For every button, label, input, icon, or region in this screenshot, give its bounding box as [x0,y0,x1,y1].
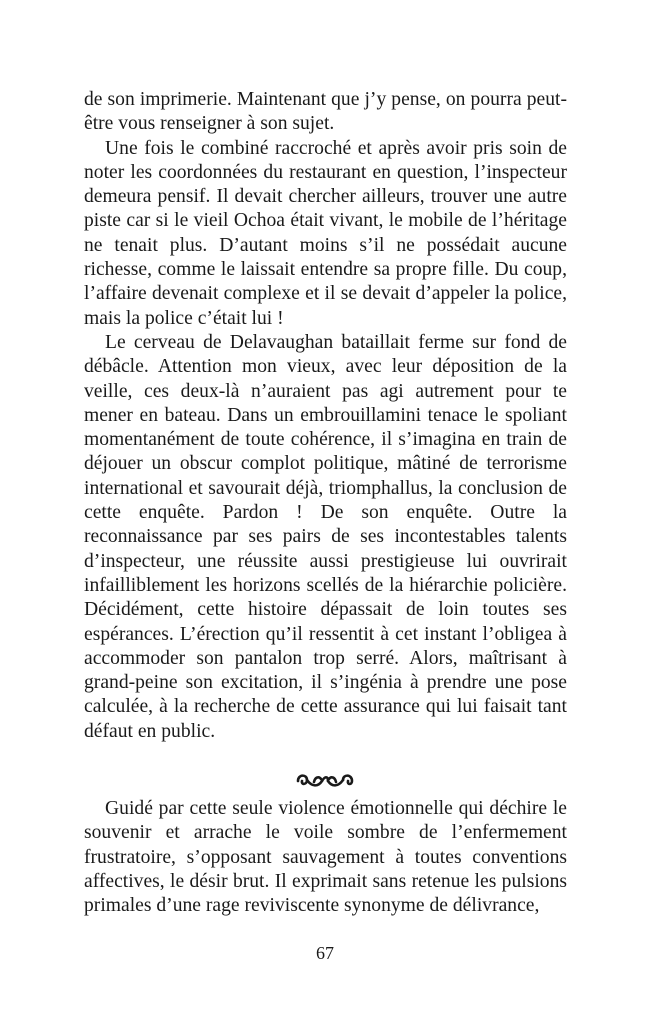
text-block-section-two [84,797,567,918]
section-divider [0,770,650,794]
paragraph: Une fois le combiné raccroché et après avoir pris soin de noter les coordonnées du restaurant en question, l’inspecteur demeura pensif. Il devait chercher ailleurs, trouver une autre piste car si le vieil Ochoa était vivant, le mobile de l’héritage ne tenait plus. D’autant moins s’il ne possédait aucune richesse, comme le laissait entendre sa propre fille. Du coup, l’affaire devenait complexe et il se devait d’appeler la police, mais la police c’était lui ! [84,137,567,329]
paragraph-continued: de son imprimerie. Maintenant que j’y pense, on pourra peut-être vous renseigner à son sujet. [84,89,567,135]
fleuron-ornament-icon [294,770,356,792]
paragraph: Le cerveau de Delavaughan bataillait ferme sur fond de débâcle. Attention mon vieux, avec leur déposition de la veille, ces deux-là n’auraient pas agi autrement pour te mener en bateau. Dans un embrouillamini tenace le spoliant momentanément de toute cohérence, il s’imagina en train de déjouer un obscur complot politique, mâtiné de terrorisme international et savourait déjà, triomphallus, la conclusion de cette enquête. Pardon ! De son enquête. Outre la reconnaissance par ses pairs de ses incontestables talents d’inspecteur, une réussite aussi prestigieuse lui ouvrirait infailliblement les horizons scellés de la hiérarchie policière. Décidément, cette histoire dépassait de loin toutes ses espérances. L’érection qu’il ressentit à cet instant l’obligea à accommoder son pantalon trop serré. Alors, maîtrisant à grand-peine son excitation, il s’ingénia à prendre une pose calculée, à la recherche de cette assurance qui lui faisait tant défaut en public. [84,331,567,742]
text-block [84,88,567,744]
page-number: 67 [316,943,334,963]
paragraph: Guidé par cette seule violence émotionnelle qui déchire le souvenir et arrache le voile sombre de l’enfermement frustratoire, s’opposant sauvagement à toutes conventions affectives, le désir brut. Il exprimait sans retenue les pulsions primales d’une rage reviviscente synonyme de délivrance, [84,798,567,917]
